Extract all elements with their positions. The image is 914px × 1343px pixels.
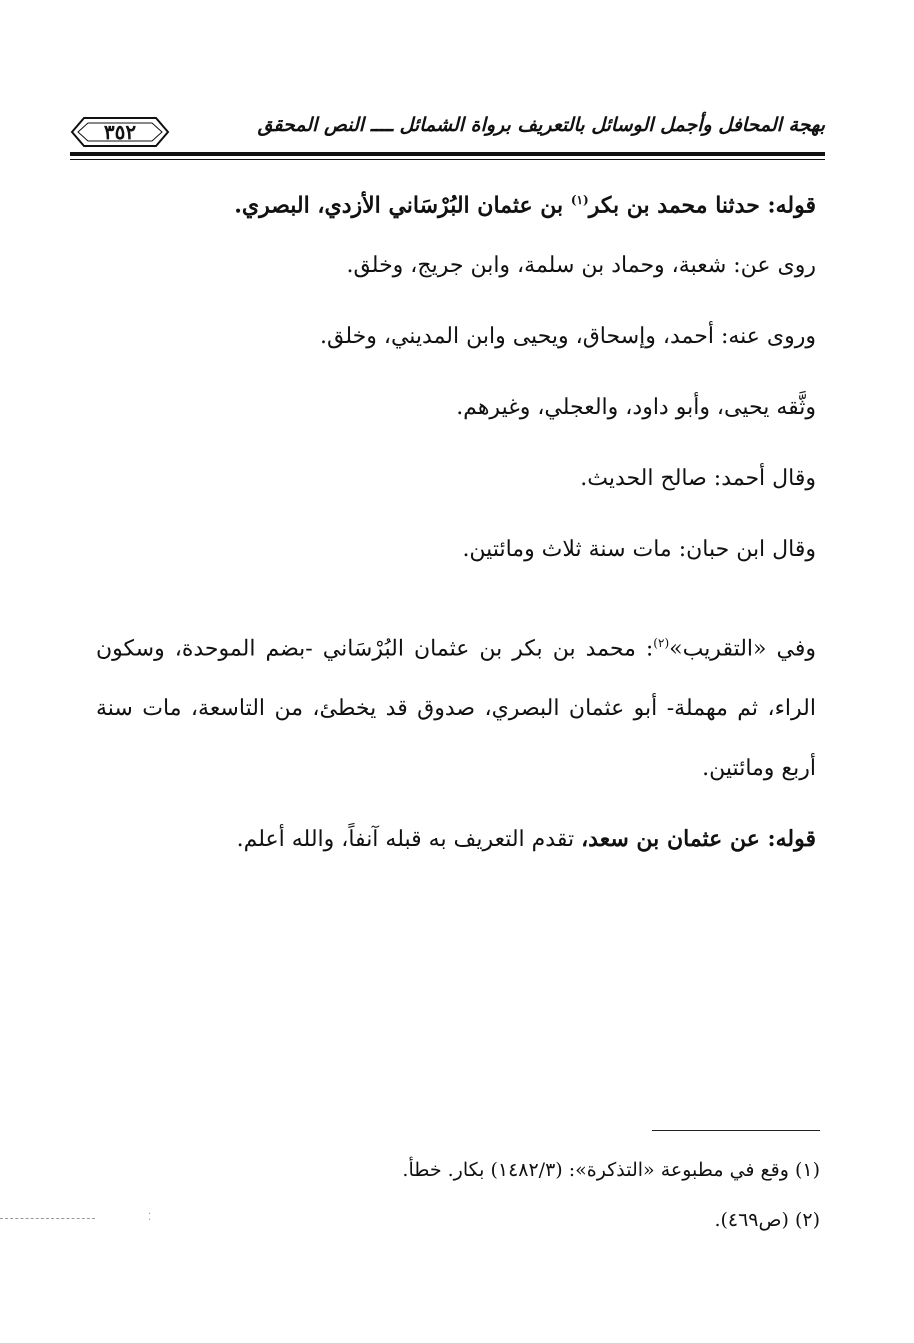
page-number: ٣٥٢ <box>103 120 137 144</box>
paragraph-closing <box>96 819 816 860</box>
closing-text: تقدم التعريف به قبله آنفاً، والله أعلم. <box>236 827 575 853</box>
paragraph-taqrib <box>96 613 816 799</box>
paragraph-narrator-heading <box>96 180 816 246</box>
footnote-ref-2: (٢) <box>653 636 670 650</box>
header-rule-thin <box>70 159 825 160</box>
paragraph-narrated-from: روى عن: شعبة، وحماد بن سلمة، وابن جريج، وخلق. <box>346 253 816 278</box>
heading-text-cont: بن عثمان البُرْسَاني الأزدي، البصري. <box>234 192 564 219</box>
heading-text: حدثنا محمد بن بكر <box>588 192 760 219</box>
footnote-1: (١) وقع في مطبوعة «التذكرة»: (١٤٨٢/٣) بكار. خطأ. <box>402 1159 820 1181</box>
page-header <box>70 100 825 160</box>
header-rule <box>70 152 825 156</box>
running-title: بهجة المحافل وأجمل الوسائل بالتعريف برواة الشمائل ــــ النص المحقق <box>257 114 825 136</box>
footnote-separator <box>652 1130 820 1131</box>
scan-artifact-mark: ⁚ <box>148 1212 152 1223</box>
footnote-ref-1: (١) <box>570 193 589 207</box>
footnote-2: (٢) (ص٤٦٩). <box>714 1209 820 1231</box>
paragraph-ahmad-quote: وقال أحمد: صالح الحديث. <box>580 466 816 491</box>
paragraph-authentication: وثَّقه يحيى، وأبو داود، والعجلي، وغيرهم. <box>456 395 816 420</box>
closing-lead: قوله: عن عثمان بن سعد، <box>581 826 816 853</box>
paragraph-ibn-hibban-quote: وقال ابن حبان: مات سنة ثلاث ومائتين. <box>462 537 816 562</box>
taqrib-lead: وفي «التقريب» <box>669 636 816 662</box>
taqrib-text: : محمد بن بكر بن عثمان البُرْسَاني -بضم الموحدة، وسكون الراء، ثم مهملة- أبو عثمان البصري، صدوق قد يخطئ، من التاسعة، مات سنة أربع ومائتين. <box>96 636 816 782</box>
footnotes <box>300 1145 820 1245</box>
page-number-badge <box>70 112 170 152</box>
paragraph-narrated-by: وروى عنه: أحمد، وإسحاق، ويحيى وابن المديني، وخلق. <box>320 324 816 349</box>
main-text <box>96 180 816 860</box>
heading-lead: قوله: <box>767 192 816 219</box>
scan-artifact-line <box>0 1218 95 1219</box>
